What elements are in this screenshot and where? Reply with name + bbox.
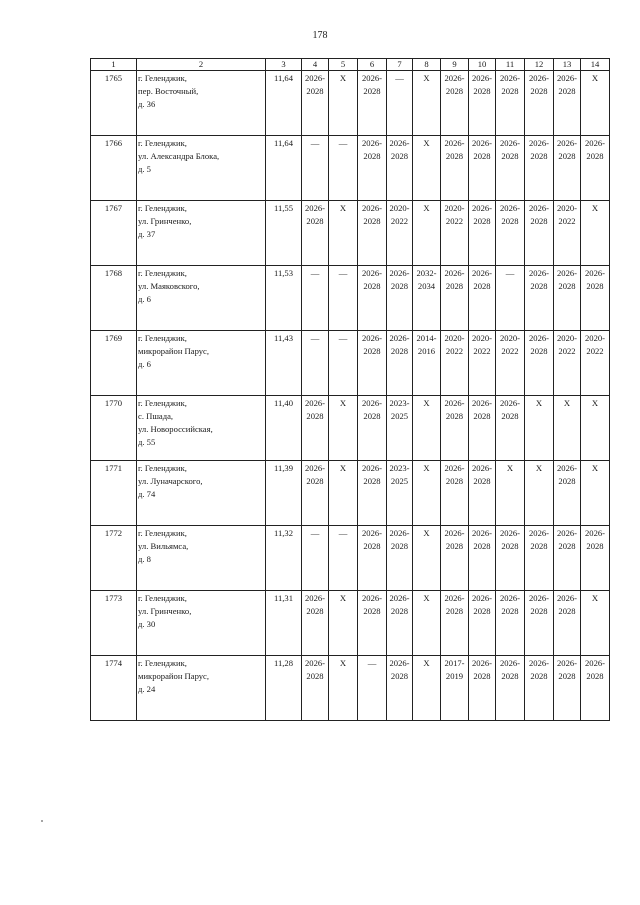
period-cell: 2026- 2028 bbox=[302, 656, 329, 721]
period-cell: 2026- 2028 bbox=[441, 396, 469, 461]
period-cell: 2026- 2028 bbox=[525, 656, 554, 721]
period-cell: 2026- 2028 bbox=[358, 71, 387, 136]
period-cell: 2026- 2028 bbox=[441, 266, 469, 331]
period-cell: 2026- 2028 bbox=[554, 71, 581, 136]
column-header: 1 bbox=[91, 59, 137, 71]
period-cell: 2026- 2028 bbox=[525, 201, 554, 266]
column-header: 4 bbox=[302, 59, 329, 71]
area-cell: 11,32 bbox=[266, 526, 302, 591]
column-header: 12 bbox=[525, 59, 554, 71]
period-cell: X bbox=[496, 461, 525, 526]
period-cell: X bbox=[581, 461, 610, 526]
period-cell: X bbox=[413, 656, 441, 721]
row-number-cell: 1772 bbox=[91, 526, 137, 591]
period-cell: 2026- 2028 bbox=[302, 71, 329, 136]
period-cell: 2026- 2028 bbox=[581, 526, 610, 591]
period-cell: 2026- 2028 bbox=[469, 461, 496, 526]
column-header: 11 bbox=[496, 59, 525, 71]
area-cell: 11,64 bbox=[266, 136, 302, 201]
period-cell: 2026- 2028 bbox=[496, 591, 525, 656]
address-cell: г. Геленджик, ул. Маяковского, д. 6 bbox=[137, 266, 266, 331]
row-number-cell: 1774 bbox=[91, 656, 137, 721]
period-cell: X bbox=[581, 396, 610, 461]
period-cell: — bbox=[387, 71, 413, 136]
period-cell: X bbox=[581, 591, 610, 656]
period-cell: 2026- 2028 bbox=[441, 591, 469, 656]
period-cell: 2026- 2028 bbox=[469, 201, 496, 266]
period-cell: X bbox=[413, 71, 441, 136]
period-cell: 2023- 2025 bbox=[387, 396, 413, 461]
period-cell: — bbox=[329, 331, 358, 396]
column-header: 6 bbox=[358, 59, 387, 71]
table-row bbox=[91, 266, 610, 331]
period-cell: — bbox=[496, 266, 525, 331]
period-cell: X bbox=[329, 71, 358, 136]
period-cell: 2026- 2028 bbox=[581, 136, 610, 201]
address-cell: г. Геленджик, с. Пшада, ул. Новороссийская, д. 55 bbox=[137, 396, 266, 461]
period-cell: 2026- 2028 bbox=[554, 136, 581, 201]
period-cell: — bbox=[329, 136, 358, 201]
period-cell: 2014- 2016 bbox=[413, 331, 441, 396]
period-cell: 2026- 2028 bbox=[554, 266, 581, 331]
address-cell: г. Геленджик, ул. Гринченко, д. 37 bbox=[137, 201, 266, 266]
period-cell: 2026- 2028 bbox=[358, 461, 387, 526]
period-cell: 2026- 2028 bbox=[441, 526, 469, 591]
period-cell: X bbox=[525, 396, 554, 461]
page-number: 178 bbox=[312, 30, 328, 41]
period-cell: 2026- 2028 bbox=[525, 591, 554, 656]
period-cell: 2017- 2019 bbox=[441, 656, 469, 721]
period-cell: 2026- 2028 bbox=[469, 591, 496, 656]
period-cell: 2026- 2028 bbox=[554, 656, 581, 721]
period-cell: 2026- 2028 bbox=[441, 71, 469, 136]
period-cell: 2020- 2022 bbox=[554, 331, 581, 396]
period-cell: 2026- 2028 bbox=[469, 396, 496, 461]
table-row bbox=[91, 526, 610, 591]
address-cell: г. Геленджик, ул. Вильямса, д. 8 bbox=[137, 526, 266, 591]
row-number-cell: 1768 bbox=[91, 266, 137, 331]
period-cell: — bbox=[302, 526, 329, 591]
period-cell: — bbox=[329, 266, 358, 331]
table-row bbox=[91, 396, 610, 461]
period-cell: 2026- 2028 bbox=[469, 266, 496, 331]
table-body bbox=[91, 59, 610, 721]
period-cell: 2026- 2028 bbox=[469, 71, 496, 136]
row-number-cell: 1770 bbox=[91, 396, 137, 461]
period-cell: 2026- 2028 bbox=[525, 526, 554, 591]
table-row bbox=[91, 136, 610, 201]
period-cell: 2026- 2028 bbox=[581, 656, 610, 721]
column-header: 8 bbox=[413, 59, 441, 71]
period-cell: 2026- 2028 bbox=[358, 526, 387, 591]
period-cell: 2026- 2028 bbox=[496, 396, 525, 461]
period-cell: X bbox=[329, 201, 358, 266]
period-cell: 2026- 2028 bbox=[387, 136, 413, 201]
area-cell: 11,64 bbox=[266, 71, 302, 136]
column-header: 2 bbox=[137, 59, 266, 71]
period-cell: X bbox=[581, 201, 610, 266]
period-cell: 2026- 2028 bbox=[496, 656, 525, 721]
period-cell: 2026- 2028 bbox=[387, 591, 413, 656]
period-cell: X bbox=[413, 201, 441, 266]
period-cell: 2026- 2028 bbox=[525, 136, 554, 201]
period-cell: 2026- 2028 bbox=[469, 656, 496, 721]
table-header-row bbox=[91, 59, 610, 71]
period-cell: X bbox=[329, 396, 358, 461]
period-cell: 2026- 2028 bbox=[496, 71, 525, 136]
period-cell: 2026- 2028 bbox=[554, 526, 581, 591]
period-cell: 2020- 2022 bbox=[469, 331, 496, 396]
period-cell: 2026- 2028 bbox=[358, 201, 387, 266]
table-row bbox=[91, 656, 610, 721]
period-cell: X bbox=[581, 71, 610, 136]
period-cell: 2026- 2028 bbox=[441, 461, 469, 526]
column-header: 3 bbox=[266, 59, 302, 71]
area-cell: 11,40 bbox=[266, 396, 302, 461]
row-number-cell: 1766 bbox=[91, 136, 137, 201]
period-cell: — bbox=[302, 266, 329, 331]
area-cell: 11,28 bbox=[266, 656, 302, 721]
period-cell: — bbox=[302, 331, 329, 396]
row-number-cell: 1771 bbox=[91, 461, 137, 526]
period-cell: 2026- 2028 bbox=[525, 266, 554, 331]
period-cell: X bbox=[413, 591, 441, 656]
address-cell: г. Геленджик, пер. Восточный, д. 36 bbox=[137, 71, 266, 136]
period-cell: X bbox=[413, 526, 441, 591]
address-cell: г. Геленджик, ул. Гринченко, д. 30 bbox=[137, 591, 266, 656]
address-cell: г. Геленджик, микрорайон Парус, д. 6 bbox=[137, 331, 266, 396]
address-cell: г. Геленджик, микрорайон Парус, д. 24 bbox=[137, 656, 266, 721]
period-cell: X bbox=[329, 461, 358, 526]
period-cell: — bbox=[302, 136, 329, 201]
period-cell: 2026- 2028 bbox=[441, 136, 469, 201]
period-cell: X bbox=[413, 396, 441, 461]
scan-speck bbox=[41, 820, 43, 822]
period-cell: 2026- 2028 bbox=[358, 136, 387, 201]
period-cell: 2020- 2022 bbox=[581, 331, 610, 396]
period-cell: 2026- 2028 bbox=[525, 331, 554, 396]
period-cell: 2026- 2028 bbox=[581, 266, 610, 331]
period-cell: 2032- 2034 bbox=[413, 266, 441, 331]
period-cell: X bbox=[413, 461, 441, 526]
period-cell: 2026- 2028 bbox=[387, 331, 413, 396]
period-cell: 2026- 2028 bbox=[469, 526, 496, 591]
column-header: 9 bbox=[441, 59, 469, 71]
row-number-cell: 1765 bbox=[91, 71, 137, 136]
address-cell: г. Геленджик, ул. Луначарского, д. 74 bbox=[137, 461, 266, 526]
period-cell: X bbox=[329, 656, 358, 721]
area-cell: 11,55 bbox=[266, 201, 302, 266]
period-cell: 2026- 2028 bbox=[358, 591, 387, 656]
period-cell: 2026- 2028 bbox=[554, 461, 581, 526]
period-cell: 2026- 2028 bbox=[387, 526, 413, 591]
column-header: 10 bbox=[469, 59, 496, 71]
housing-table bbox=[90, 58, 610, 721]
period-cell: 2020- 2022 bbox=[441, 201, 469, 266]
period-cell: X bbox=[525, 461, 554, 526]
period-cell: X bbox=[413, 136, 441, 201]
row-number-cell: 1767 bbox=[91, 201, 137, 266]
period-cell: 2026- 2028 bbox=[302, 591, 329, 656]
period-cell: 2026- 2028 bbox=[387, 656, 413, 721]
table-row bbox=[91, 461, 610, 526]
period-cell: 2026- 2028 bbox=[496, 201, 525, 266]
column-header: 14 bbox=[581, 59, 610, 71]
period-cell: 2026- 2028 bbox=[496, 526, 525, 591]
period-cell: 2026- 2028 bbox=[302, 201, 329, 266]
area-cell: 11,39 bbox=[266, 461, 302, 526]
period-cell: X bbox=[554, 396, 581, 461]
period-cell: 2020- 2022 bbox=[554, 201, 581, 266]
period-cell: X bbox=[329, 591, 358, 656]
area-cell: 11,43 bbox=[266, 331, 302, 396]
period-cell: 2020- 2022 bbox=[387, 201, 413, 266]
column-header: 7 bbox=[387, 59, 413, 71]
period-cell: 2026- 2028 bbox=[387, 266, 413, 331]
address-cell: г. Геленджик, ул. Александра Блока, д. 5 bbox=[137, 136, 266, 201]
period-cell: 2023- 2025 bbox=[387, 461, 413, 526]
column-header: 5 bbox=[329, 59, 358, 71]
period-cell: 2020- 2022 bbox=[441, 331, 469, 396]
period-cell: 2026- 2028 bbox=[358, 396, 387, 461]
period-cell: 2026- 2028 bbox=[554, 591, 581, 656]
table-row bbox=[91, 591, 610, 656]
area-cell: 11,53 bbox=[266, 266, 302, 331]
period-cell: 2026- 2028 bbox=[469, 136, 496, 201]
period-cell: 2026- 2028 bbox=[358, 331, 387, 396]
table-row bbox=[91, 331, 610, 396]
column-header: 13 bbox=[554, 59, 581, 71]
table-row bbox=[91, 71, 610, 136]
period-cell: 2026- 2028 bbox=[358, 266, 387, 331]
period-cell: 2020- 2022 bbox=[496, 331, 525, 396]
period-cell: 2026- 2028 bbox=[302, 461, 329, 526]
period-cell: — bbox=[358, 656, 387, 721]
period-cell: — bbox=[329, 526, 358, 591]
table-row bbox=[91, 201, 610, 266]
area-cell: 11,31 bbox=[266, 591, 302, 656]
period-cell: 2026- 2028 bbox=[302, 396, 329, 461]
period-cell: 2026- 2028 bbox=[496, 136, 525, 201]
period-cell: 2026- 2028 bbox=[525, 71, 554, 136]
row-number-cell: 1769 bbox=[91, 331, 137, 396]
row-number-cell: 1773 bbox=[91, 591, 137, 656]
